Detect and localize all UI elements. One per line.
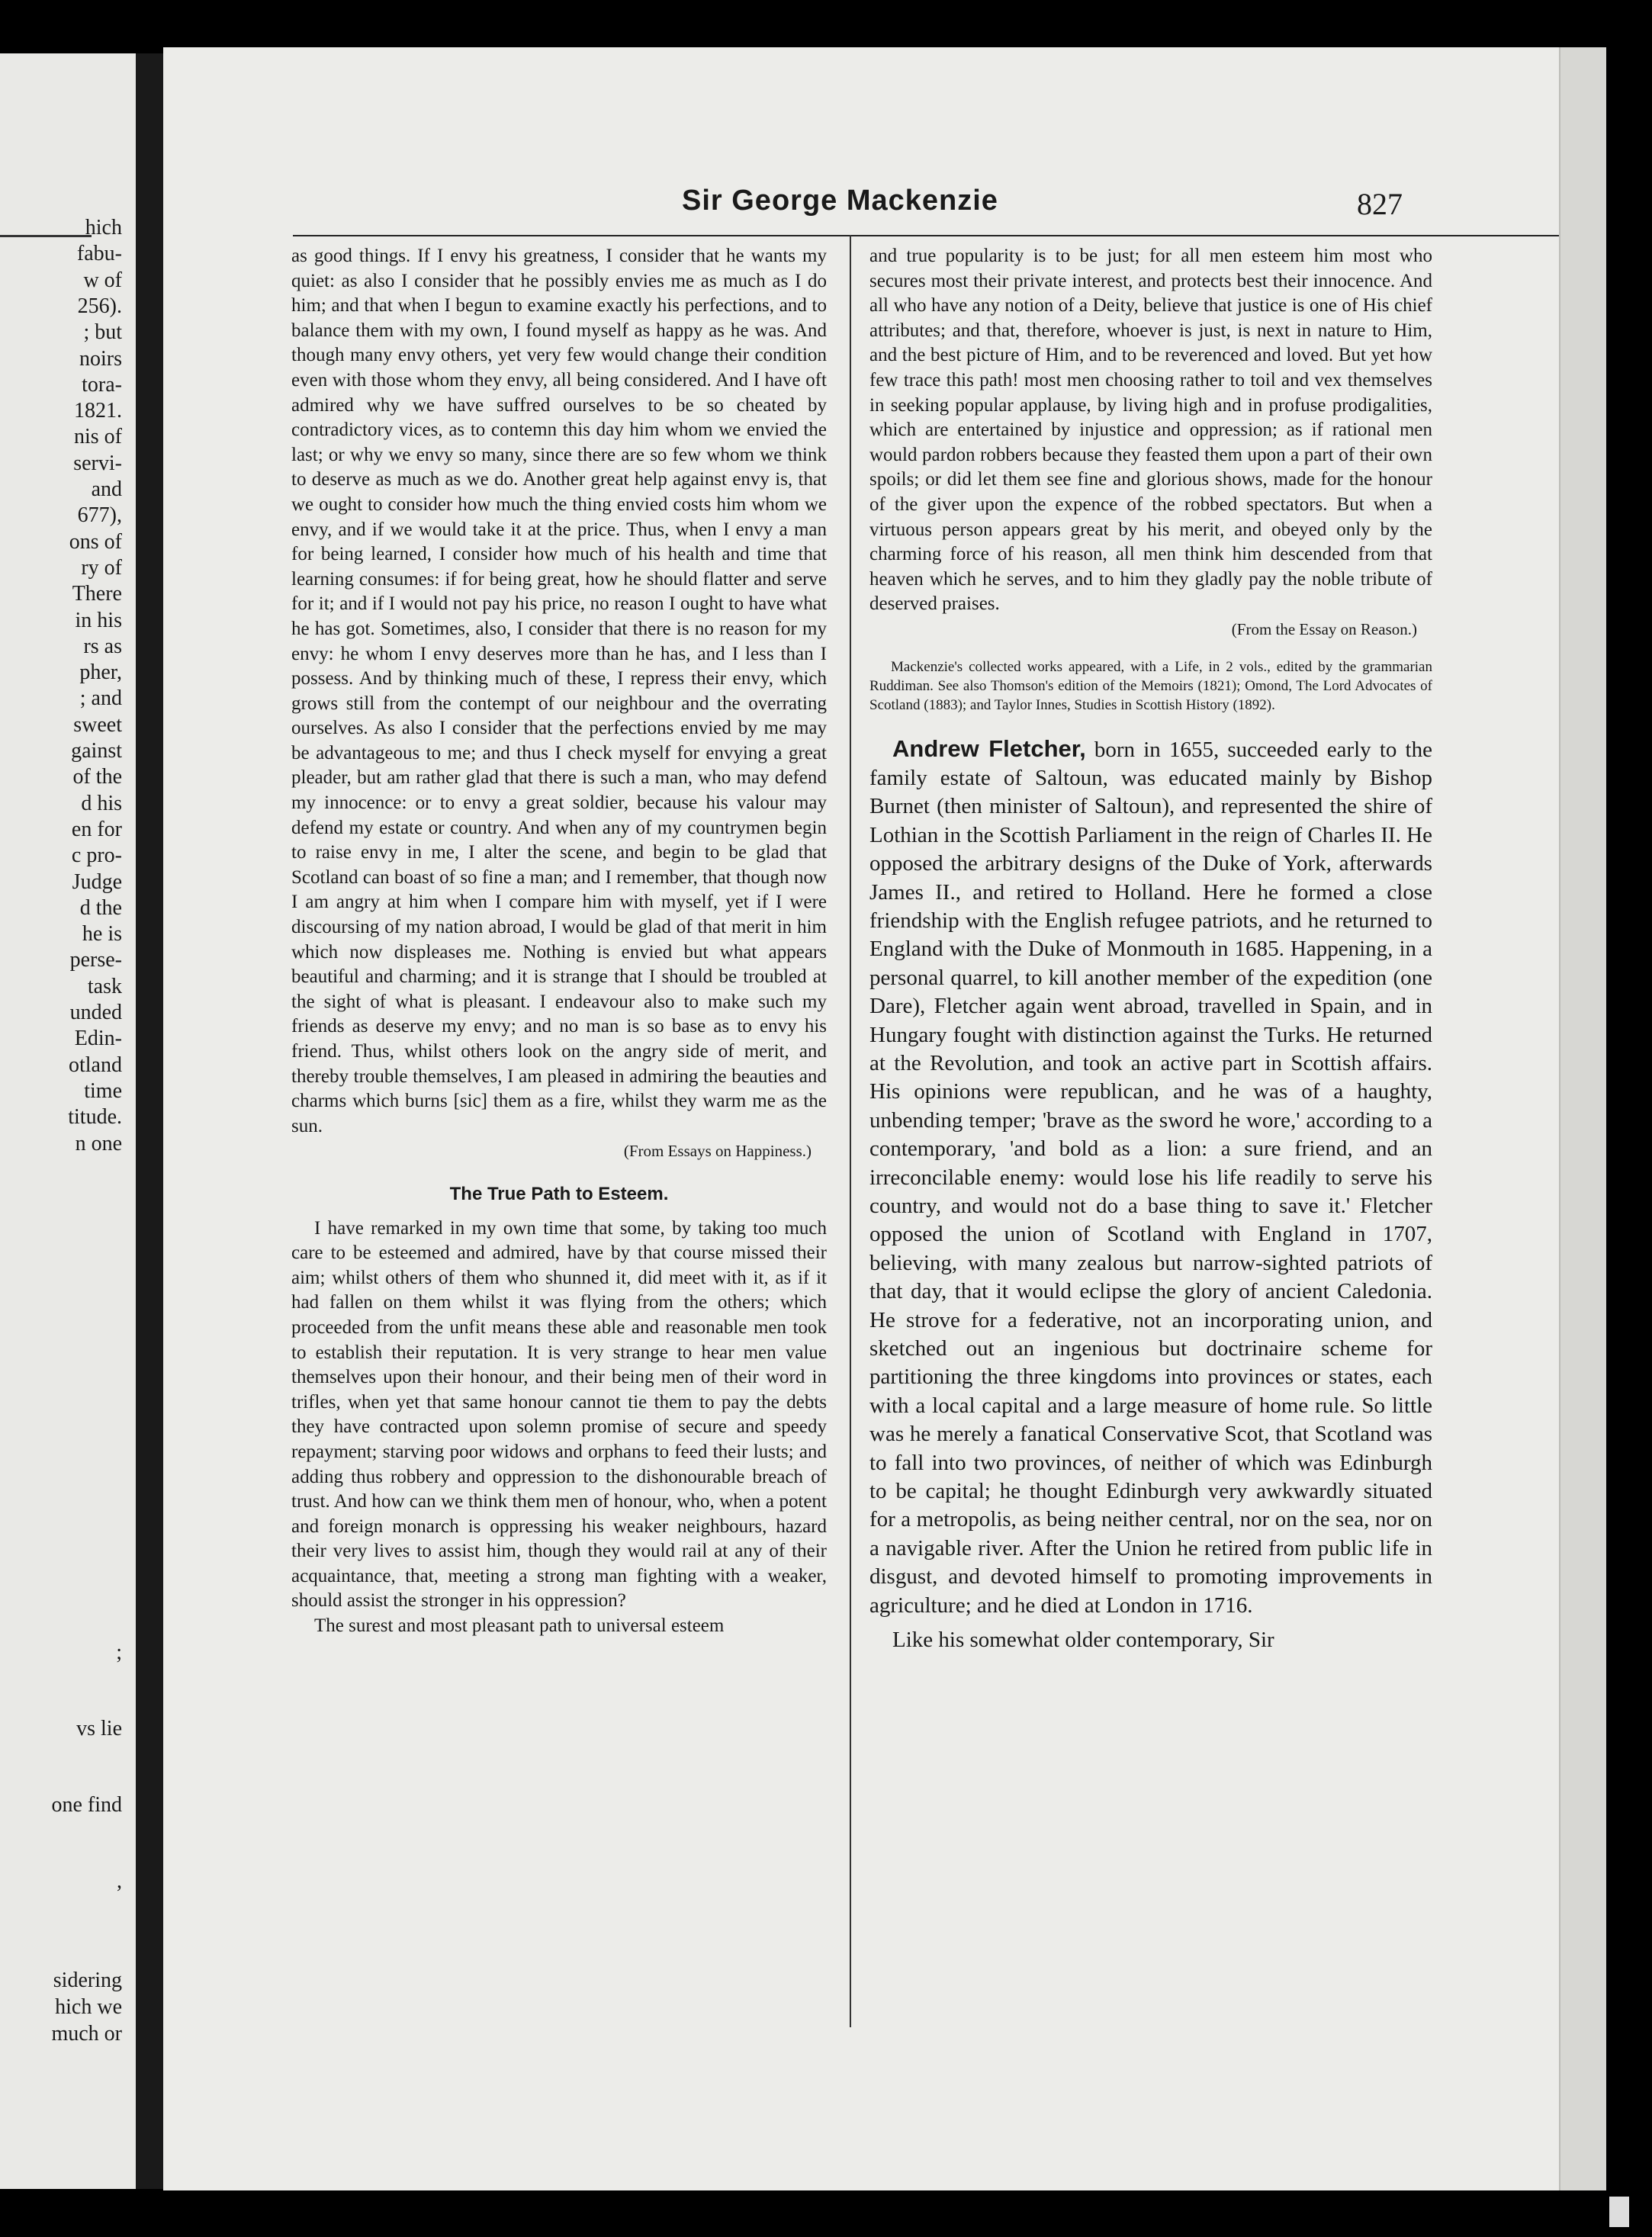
paragraph-envy: as good things. If I envy his greatness, I consider that he wants my quiet: as also I consider that he possibly envies me as much as I do him; and that when I begun to examine exactly his perfections, and to balance them with my own, I found myself as happy as he was. And though many envy others, yet very few would change their condition even with those whom they envy, all being considered. And I have oft admired why we have suffred ourselves to be so cheated by contradictory vices, as to contemn this day him whom we envied the last; or why we envy so many, since there are so few whom we think to deserve as much as we do. Another great help against envy is, that we ought to consider how much the thing envied costs him whom we envy, and if we would take it at the price. Thus, when I envy a man for being learned, I consider how much of his health and time that learning consumes: if for being great, how he should flatter and serve for it; and if I would not pay his price, no reason I ought to have what he has got. Sometimes, also, I consider that there is no reason for my envy: he whom I envy deserves more than he has, and I less than I possess. And by thinking much of these, I repress their envy, which grows still from the contempt of our neighbour and the overrating ourselves. As also I consider that the perfections envied by me may be advantageous to me; and thus I check myself for envying a great pleader, but am rather glad that there is such a man, who may defend my innocence: or to envy a great soldier, because his valour may defend my estate or country. And when any of my countrymen begin to raise envy in me, I alter the scene, and begin to be glad that Scotland can boast of so fine a man; and I remember, that though now I am angry at him when I compare him with myself, yet if I were discoursing of my nation abroad, I would be glad of that merit in him which now displeases me. Nothing is envied but what appears beautiful and charming; and it is strange that I should be troubled at the sight of what is pleasant. I endeavour also to make such my friends as deserve my envy; and no man is so base as to envy his friend. Thus, whilst others look on the angry side of merit, and thereby trouble themselves, I am pleased in admiring the beauties and charms which burns [sic] them as a fire, whilst they warm me as the sun. xyxy=(291,246,827,1136)
paragraph-esteem: I have remarked in my own time that some, by taking too much care to be esteemed and admired, have by that course missed their aim; whilst others of them who shunned it, did meet with it, as if it had fallen on them whilst it was flying from the others; which proceeded from the unfit means these able and reasonable men took to establish their reputation. It is very strange to hear men value themselves upon their honour, and their being men of their word in trifles, when yet that same honour cannot tie them to pay the debts they have contracted upon solemn promise of secure and speedy repayment; starving poor widows and orphans to feed their lusts; and adding thus robbery and oppression to the dishonourable breach of trust. And how can we think them men of honour, who, when a potent and foreign monarch is oppressing his weaker neighbours, hazard their very lives to assist him, though they would rail at any of their acquaintance, that, meeting a strong man fighting with a weaker, should assist the stronger in his oppression? xyxy=(291,1217,827,1612)
adjacent-page-line: hich xyxy=(85,216,122,239)
adjacent-page-line: unded xyxy=(69,1001,122,1024)
column-rule xyxy=(850,235,851,2027)
adjacent-page-line: perse- xyxy=(69,948,122,972)
right-column xyxy=(869,244,1432,1655)
adjacent-page-line: otland xyxy=(69,1053,122,1077)
adjacent-page-line: time xyxy=(84,1078,122,1103)
adjacent-page-line: and xyxy=(91,477,122,501)
adjacent-page-line: in his xyxy=(75,608,122,632)
biography-continuation: Like his somewhat older contemporary, Sir xyxy=(892,1628,1274,1653)
adjacent-page-rule xyxy=(0,235,92,237)
adjacent-page-line: he is xyxy=(82,922,122,947)
page-number: 827 xyxy=(1357,187,1403,221)
adjacent-page-line: vs lie xyxy=(76,1717,122,1740)
book-page xyxy=(163,47,1559,2190)
section-heading: The True Path to Esteem. xyxy=(449,1183,669,1204)
biography-fletcher xyxy=(869,734,1432,1621)
adjacent-page-line: ry of xyxy=(81,555,122,580)
adjacent-page-line: ; xyxy=(116,1641,122,1664)
adjacent-page-line: c pro- xyxy=(71,844,122,868)
adjacent-page-line: much or xyxy=(51,2022,122,2046)
bibliographic-note: Mackenzie's collected works appeared, with a Life, in 2 vols., edited by the grammarian Ruddiman. See also Thomson's edition of the Memoirs (1821); Omond, The Lord Advocates of Scotland (1883); and Taylor Innes, Studies in Scottish History (1892). xyxy=(869,658,1432,713)
adjacent-page-line: nis of xyxy=(74,425,122,449)
running-title: Sir George Mackenzie xyxy=(682,185,998,217)
page-edge xyxy=(1559,47,1606,2190)
adjacent-page-line: hich we xyxy=(55,1995,122,2019)
adjacent-page-line: one find xyxy=(51,1793,122,1817)
adjacent-page-line: , xyxy=(117,1869,122,1893)
biography-text: born in 1655, succeeded early to the family estate of Saltoun, was educated mainly by Bishop Burnet (then minister of Saltoun), and represented the shire of Lothian in the Scottish Parliament in the reign of Charles II. He opposed the arbitrary designs of the Duke of York, afterwards James II., and retired to Holland. Here he formed a close friendship with the English refugee patriots, and he returned to England with the Duke of Monmouth in 1685. Happening, in a personal quarrel, to kill another member of the expedition (one Dare), Fletcher again went abroad, travelled in Spain, and in Hungary fought with distinction against the Turks. He returned at the Revolution, and took an active part in Scottish affairs. His opinions were republican, and he was of a haughty, unbending temper; 'brave as the sword he wore,' according to a contemporary, 'and bold as a lion: a sure friend, and an irreconcilable enemy: would lose his life readily to serve his country, and would not do a base thing to save it.' Fletcher opposed the union of Scotland with England in 1707, believing, with many zealous but narrow-sighted patriots of that day, that it would eclipse the glory of ancient Caledonia. He strove for a federative, not an incorporating union, and sketched out an ingenious but doctrinaire scheme for partitioning the three kingdoms into provinces or states, each with a local capital and a large measure of home rule. So little was he merely a fanatical Conservative Scot, that Scotland was to fall into two provinces, of neither of which was Edinburgh to be capital; he thought Edinburgh very awkwardly situated for a metropolis, as being neither central, nor on the sea, nor on a navigable river. After the Union he retired from public life in disgust, and devoted himself to promoting improvements in agriculture; and he died at London in 1716. xyxy=(869,737,1432,1618)
adjacent-page-line: servi- xyxy=(73,451,122,475)
adjacent-page-line: d the xyxy=(79,895,122,920)
adjacent-page-line: rs as xyxy=(83,634,122,658)
adjacent-page-line: tora- xyxy=(82,372,122,397)
adjacent-page-line: Edin- xyxy=(74,1027,122,1051)
adjacent-page-line: There xyxy=(72,582,122,606)
adjacent-page-line: n one xyxy=(75,1131,122,1155)
adjacent-page-line: 1821. xyxy=(74,399,122,423)
scan-artifact xyxy=(1609,2197,1629,2227)
adjacent-page-line: gainst xyxy=(71,739,122,763)
adjacent-page-line: of the xyxy=(72,765,122,789)
paragraph-justice: and true popularity is to be just; for all men esteem him most who secures most their private interest, and protects best their innocence. And all who have any notion of a Deity, believe that justice is one of His chief attributes; and that, therefore, whoever is just, is next in nature to Him, and the best picture of Him, and to be reverenced and loved. But yet how few trace this path! most men choosing rather to toil and vex themselves in seeking popular applause, by living high and in profuse prodigalities, which are entertained by injustice and oppression; as if rational men would pardon robbers because they feasted them upon a part of their own spoils; or did let them see fine and glorious shows, made for the honour of the giver upon the expence of the robbed spectators. But when a virtuous person appears great by his merit, and obeyed only by the charming force of his reason, all men think him descended from that heaven which he serves, and to him they gladly pay the noble tribute of deserved praises. xyxy=(869,246,1432,615)
biography-name: Andrew Fletcher, xyxy=(892,734,1086,762)
adjacent-page-line: 677), xyxy=(77,503,122,528)
source-citation: (From the Essay on Reason.) xyxy=(1231,619,1417,638)
adjacent-page-line: ; and xyxy=(79,686,122,711)
adjacent-page-line: Judge xyxy=(72,869,122,894)
paragraph-esteem-cont: The surest and most pleasant path to universal esteem xyxy=(314,1615,725,1637)
adjacent-page-line: noirs xyxy=(79,346,122,371)
adjacent-page-line: d his xyxy=(81,791,122,815)
adjacent-page-fragment xyxy=(0,53,136,2189)
adjacent-page-line: ons of xyxy=(69,529,122,554)
source-citation: (From Essays on Happiness.) xyxy=(623,1142,812,1161)
adjacent-page-line: en for xyxy=(71,817,122,841)
left-column xyxy=(291,244,827,1639)
adjacent-page-line: w of xyxy=(83,268,122,292)
adjacent-page-line: ; but xyxy=(83,320,122,345)
adjacent-page-line: task xyxy=(87,974,122,998)
adjacent-page-line: 256). xyxy=(77,294,122,318)
adjacent-page-line: fabu- xyxy=(76,242,122,266)
adjacent-page-line: sweet xyxy=(73,712,122,737)
header-rule xyxy=(293,235,1559,236)
adjacent-page-line: pher, xyxy=(79,660,122,685)
adjacent-page-line: titude. xyxy=(68,1105,122,1130)
adjacent-page-line: sidering xyxy=(53,1969,122,1992)
binding-gutter xyxy=(136,53,163,2189)
